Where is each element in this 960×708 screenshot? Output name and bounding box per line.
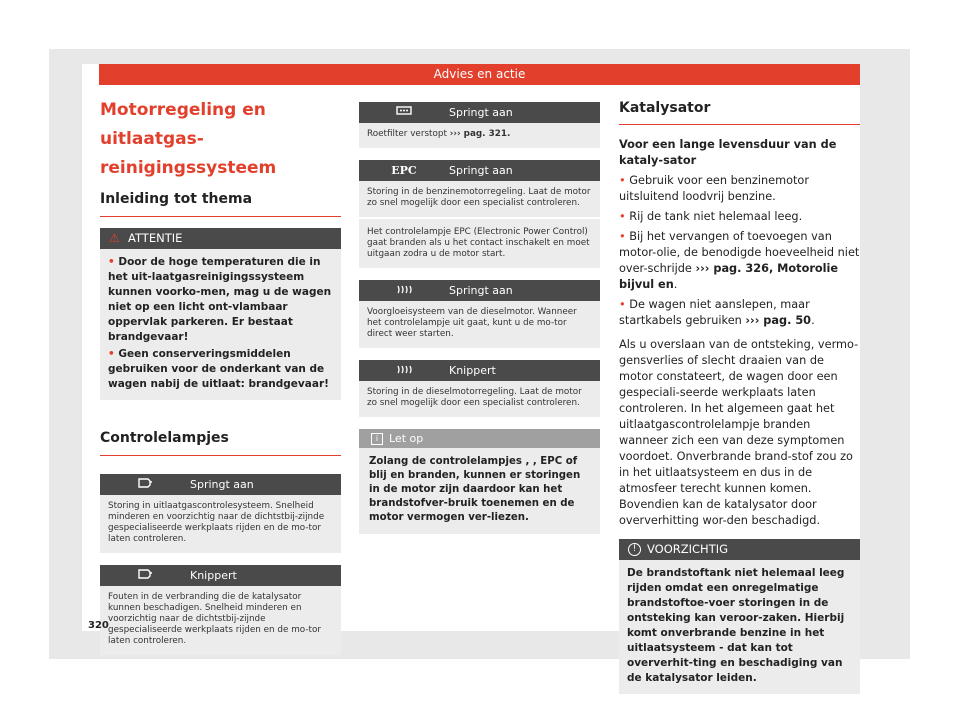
page-reference[interactable]: ››› pag. 50 [745, 314, 812, 327]
controls-heading: Controlelampjes [100, 430, 341, 456]
warning-box [100, 228, 341, 400]
lamp-description-extra: Het controlelampje EPC (Electronic Power Control) gaat branden als u het contact inschakelt en moet uitgaan zodra u de motor start. [359, 217, 600, 268]
page-number: 320 [88, 620, 109, 631]
exhaust-icon [100, 565, 190, 586]
page-reference[interactable]: ››› pag. 326, Motorolie bijvul en [619, 262, 839, 291]
lamp-glow-on [359, 280, 600, 348]
warning-triangle-icon: ⚠ [109, 231, 120, 245]
caution-icon: ! [628, 543, 641, 556]
bullet-item: • Rij de tank niet helemaal leeg. [619, 210, 803, 223]
note-label: Let op [389, 432, 424, 445]
intro-heading: Inleiding tot thema [100, 191, 341, 217]
lamp-description: Storing in de dieselmotorregeling. Laat de motor zo snel mogelijk door een specialist controleren. [367, 387, 582, 408]
filter-icon [359, 102, 449, 123]
lamp-description: Roetfilter verstopt ››› pag. 321. [367, 129, 511, 139]
lamp-description: Fouten in de verbranding die de katalysator kunnen beschadigen. Snelheid minderen en voorzichtig naar de dichtstbij-zijnde gespecialiseerde werkplaats rijden en de mo-tor laten controleren. [108, 592, 321, 646]
lamp-filter-on [359, 102, 600, 148]
warning-header [100, 228, 341, 249]
middle-column [359, 102, 600, 534]
glow-plug-icon [359, 280, 449, 301]
bullet-item: • Gebruik voor een benzinemotor uitsluitend loodvrij benzine. [619, 174, 809, 203]
page-title [100, 96, 341, 183]
lamp-description: Voorgloeisysteem van de dieselmotor. Wanneer het controlelampje uit gaat, kunt u de mo-tor direct weer starten. [367, 307, 577, 339]
body-paragraph: Als u overslaan van de ontsteking, vermo-gensverlies of slecht draaien van de motor constateert, de wagen door een gespeciali-seerde werkplaats laten controleren. In het algemeen gaat het uitlaatgascontrolelampje branden wanneer zich een van deze symptomen voordoet. Onverbrande brand-stof zou zo in het uitlaatsysteem en dus in de atmosfeer terecht kunnen komen. Bovendien kan de katalysator door oververhitting wor-den beschadigd. [619, 338, 859, 527]
warning-item: • Door de hoge temperaturen die in het uit-laatgasreinigingssysteem kunnen voorko-men, mag u de wagen niet op een licht ont-vlambaar oppervlak parkeren. Er bestaat brandgevaar! [108, 256, 332, 343]
bullet-item: • Bij het vervangen of toevoegen van motor-olie, de benodigde hoeveelheid niet over-schrijde ››› pag. 326, Motorolie bijvul en. [619, 230, 860, 291]
lamp-state: Springt aan [449, 284, 513, 297]
right-column [619, 100, 860, 694]
lamp-exhaust-on [100, 474, 341, 553]
warning-label: ATTENTIE [128, 231, 183, 245]
lamp-state: Knippert [190, 569, 237, 582]
warning-item: • Geen conserveringsmiddelen gebruiken voor de onderkant van de wagen nabij de uitlaat: brandgevaar! [108, 348, 329, 390]
title-line-2: reinigingssysteem [100, 158, 277, 178]
lamp-exhaust-blink [100, 565, 341, 655]
lamp-description: Storing in uitlaatgascontrolesysteem. Snelheid minderen en voorzichtig naar de dichtstbij-zijnde gespecialiseerde werkplaats rijden en de mo-tor laten controleren. [108, 501, 325, 544]
caution-text: De brandstoftank niet helemaal leeg rijden omdat een onregelmatige brandstoftoe-voer storingen in de ontsteking kan veroor-zaken. Hierbij komt onverbrande benzine in het uitlaatsysteem - dat kan tot oververhit-ting en beschadiging van de katalysator leiden. [627, 567, 845, 684]
lamp-glow-blink [359, 360, 600, 417]
right-body [619, 137, 860, 529]
exhaust-icon [100, 474, 190, 495]
section-title: Katalysator [619, 100, 860, 125]
glow-plug-icon [359, 360, 449, 381]
caution-label: VOORZICHTIG [647, 542, 729, 556]
section-header: Advies en actie [99, 64, 860, 85]
lamp-state: Springt aan [449, 106, 513, 119]
info-icon: i [371, 433, 383, 445]
lamp-epc-on [359, 160, 600, 268]
caution-box [619, 539, 860, 694]
lamp-description: Storing in de benzinemotorregeling. Laat de motor zo snel mogelijk door een specialist controleren. [367, 187, 591, 208]
epc-icon: EPC [391, 164, 417, 177]
left-column [100, 96, 341, 667]
page-reference[interactable]: ››› pag. 321. [449, 129, 511, 139]
bullet-item: • De wagen niet aanslepen, maar startkabels gebruiken ››› pag. 50. [619, 298, 815, 327]
lamp-state: Springt aan [190, 478, 254, 491]
lamp-state: Springt aan [449, 164, 513, 177]
lead-text: Voor een lange levensduur van de kataly-sator [619, 138, 837, 167]
note-box [359, 429, 600, 534]
warning-body [100, 249, 341, 400]
lamp-state: Knippert [449, 364, 496, 377]
title-line-1: Motorregeling en uitlaatgas- [100, 100, 266, 149]
note-text: Zolang de controlelampjes , , EPC of blij en branden, kunnen er storingen in de motor zijn daardoor kan het brandstofver-bruik toenemen en de motor vermogen ver-liezen. [369, 456, 581, 523]
